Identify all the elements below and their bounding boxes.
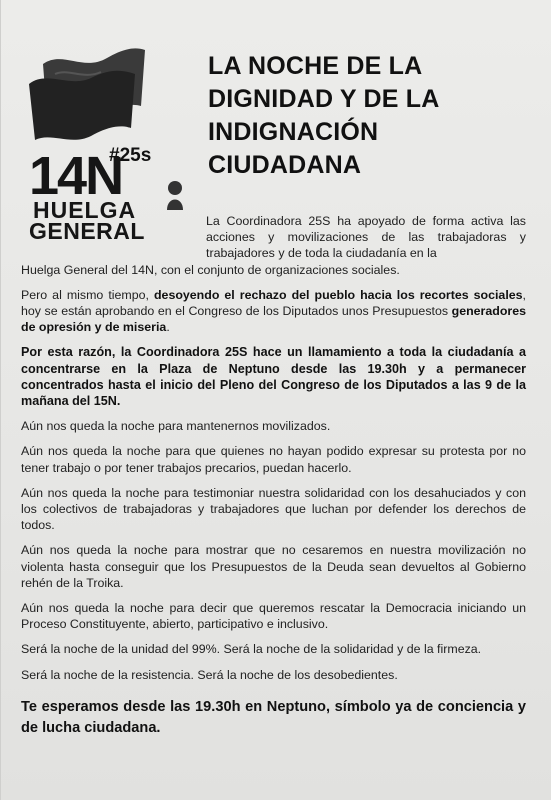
title-line-1: LA NOCHE DE LA xyxy=(208,52,423,80)
hashtag-25s: #25s xyxy=(109,145,152,166)
text-segment: , hoy se están aprobando en el Congreso de los Diputados unos Presupuestos xyxy=(21,287,526,319)
paragraph-resistance: Será la noche de la resistencia. Será la noche de los desobedientes. xyxy=(21,667,398,682)
paragraph-call-to-action: Por esta razón, la Coordinadora 25S hace un llamamiento a toda la ciudadanía a concentrarse en la Plaza de Neptuno desde las 19.30h y a permanecer concentrados hasta el inicio del Pleno del Congreso de los Diputados a las 9 de la mañana del 15N. xyxy=(21,345,526,409)
paragraph-budget xyxy=(21,287,526,336)
paragraph-night-4: Aún nos queda la noche para mostrar que no cesaremos en nuestra movilización no violenta hasta conseguir que los Presupuestos de la Deuda sean devueltos al Gobierno rehén de la Troika. xyxy=(21,543,526,590)
paragraph-night-3: Aún nos queda la noche para testimoniar nuestra solidaridad con los desahuciados y con los colectivos de trabajadoras y trabajadores que luchan por defender los derechos de todos. xyxy=(21,485,526,533)
text-segment: Pero al mismo tiempo, xyxy=(21,287,154,302)
paragraph-intro: La Coordinadora 25S ha apoyado de forma activa las acciones y movilizaciones de las trabajadoras y trabajadores y de toda la ciudadanía en la xyxy=(206,214,526,261)
bold-segment: generadores de opresión y de miseria xyxy=(21,304,526,335)
logo-general: GENERAL xyxy=(29,218,145,244)
paragraph-intro-continued: Huelga General del 14N, con el conjunto de organizaciones sociales. xyxy=(21,262,400,277)
title-line-3: INDIGNACIÓN xyxy=(208,118,379,146)
title-line-2: DIGNIDAD Y DE LA xyxy=(208,85,440,113)
paragraph-night-2: Aún nos queda la noche para que quienes no hayan podido expresar su protesta por no tener trabajo o por tener trabajos precarios, puedan hacerlo. xyxy=(21,444,526,475)
paragraph-unity: Será la noche de la unidad del 99%. Será la noche de la solidaridad y de la firmeza. xyxy=(21,642,482,657)
flyer-body xyxy=(21,213,526,748)
bold-segment: desoyendo el rechazo del pueblo hacia los recortes sociales xyxy=(153,287,523,302)
person-icon xyxy=(168,181,182,195)
paragraph-night-5: Aún nos queda la noche para decir que queremos rescatar la Democracia iniciando un Proceso Constituyente, abierto, participativo e inclusivo. xyxy=(21,601,526,632)
logo-huelga: HUELGA xyxy=(33,197,137,223)
page-title xyxy=(208,50,528,182)
logo-14n: 14N xyxy=(29,146,123,206)
paragraph-night-1: Aún nos queda la noche para mantenernos movilizados. xyxy=(21,419,331,434)
closing-statement: Te esperamos desde las 19.30h en Neptuno, símbolo ya de conciencia y de lucha ciudadana. xyxy=(21,698,526,736)
title-line-4: CIUDADANA xyxy=(208,151,362,179)
text-segment: . xyxy=(166,320,170,335)
